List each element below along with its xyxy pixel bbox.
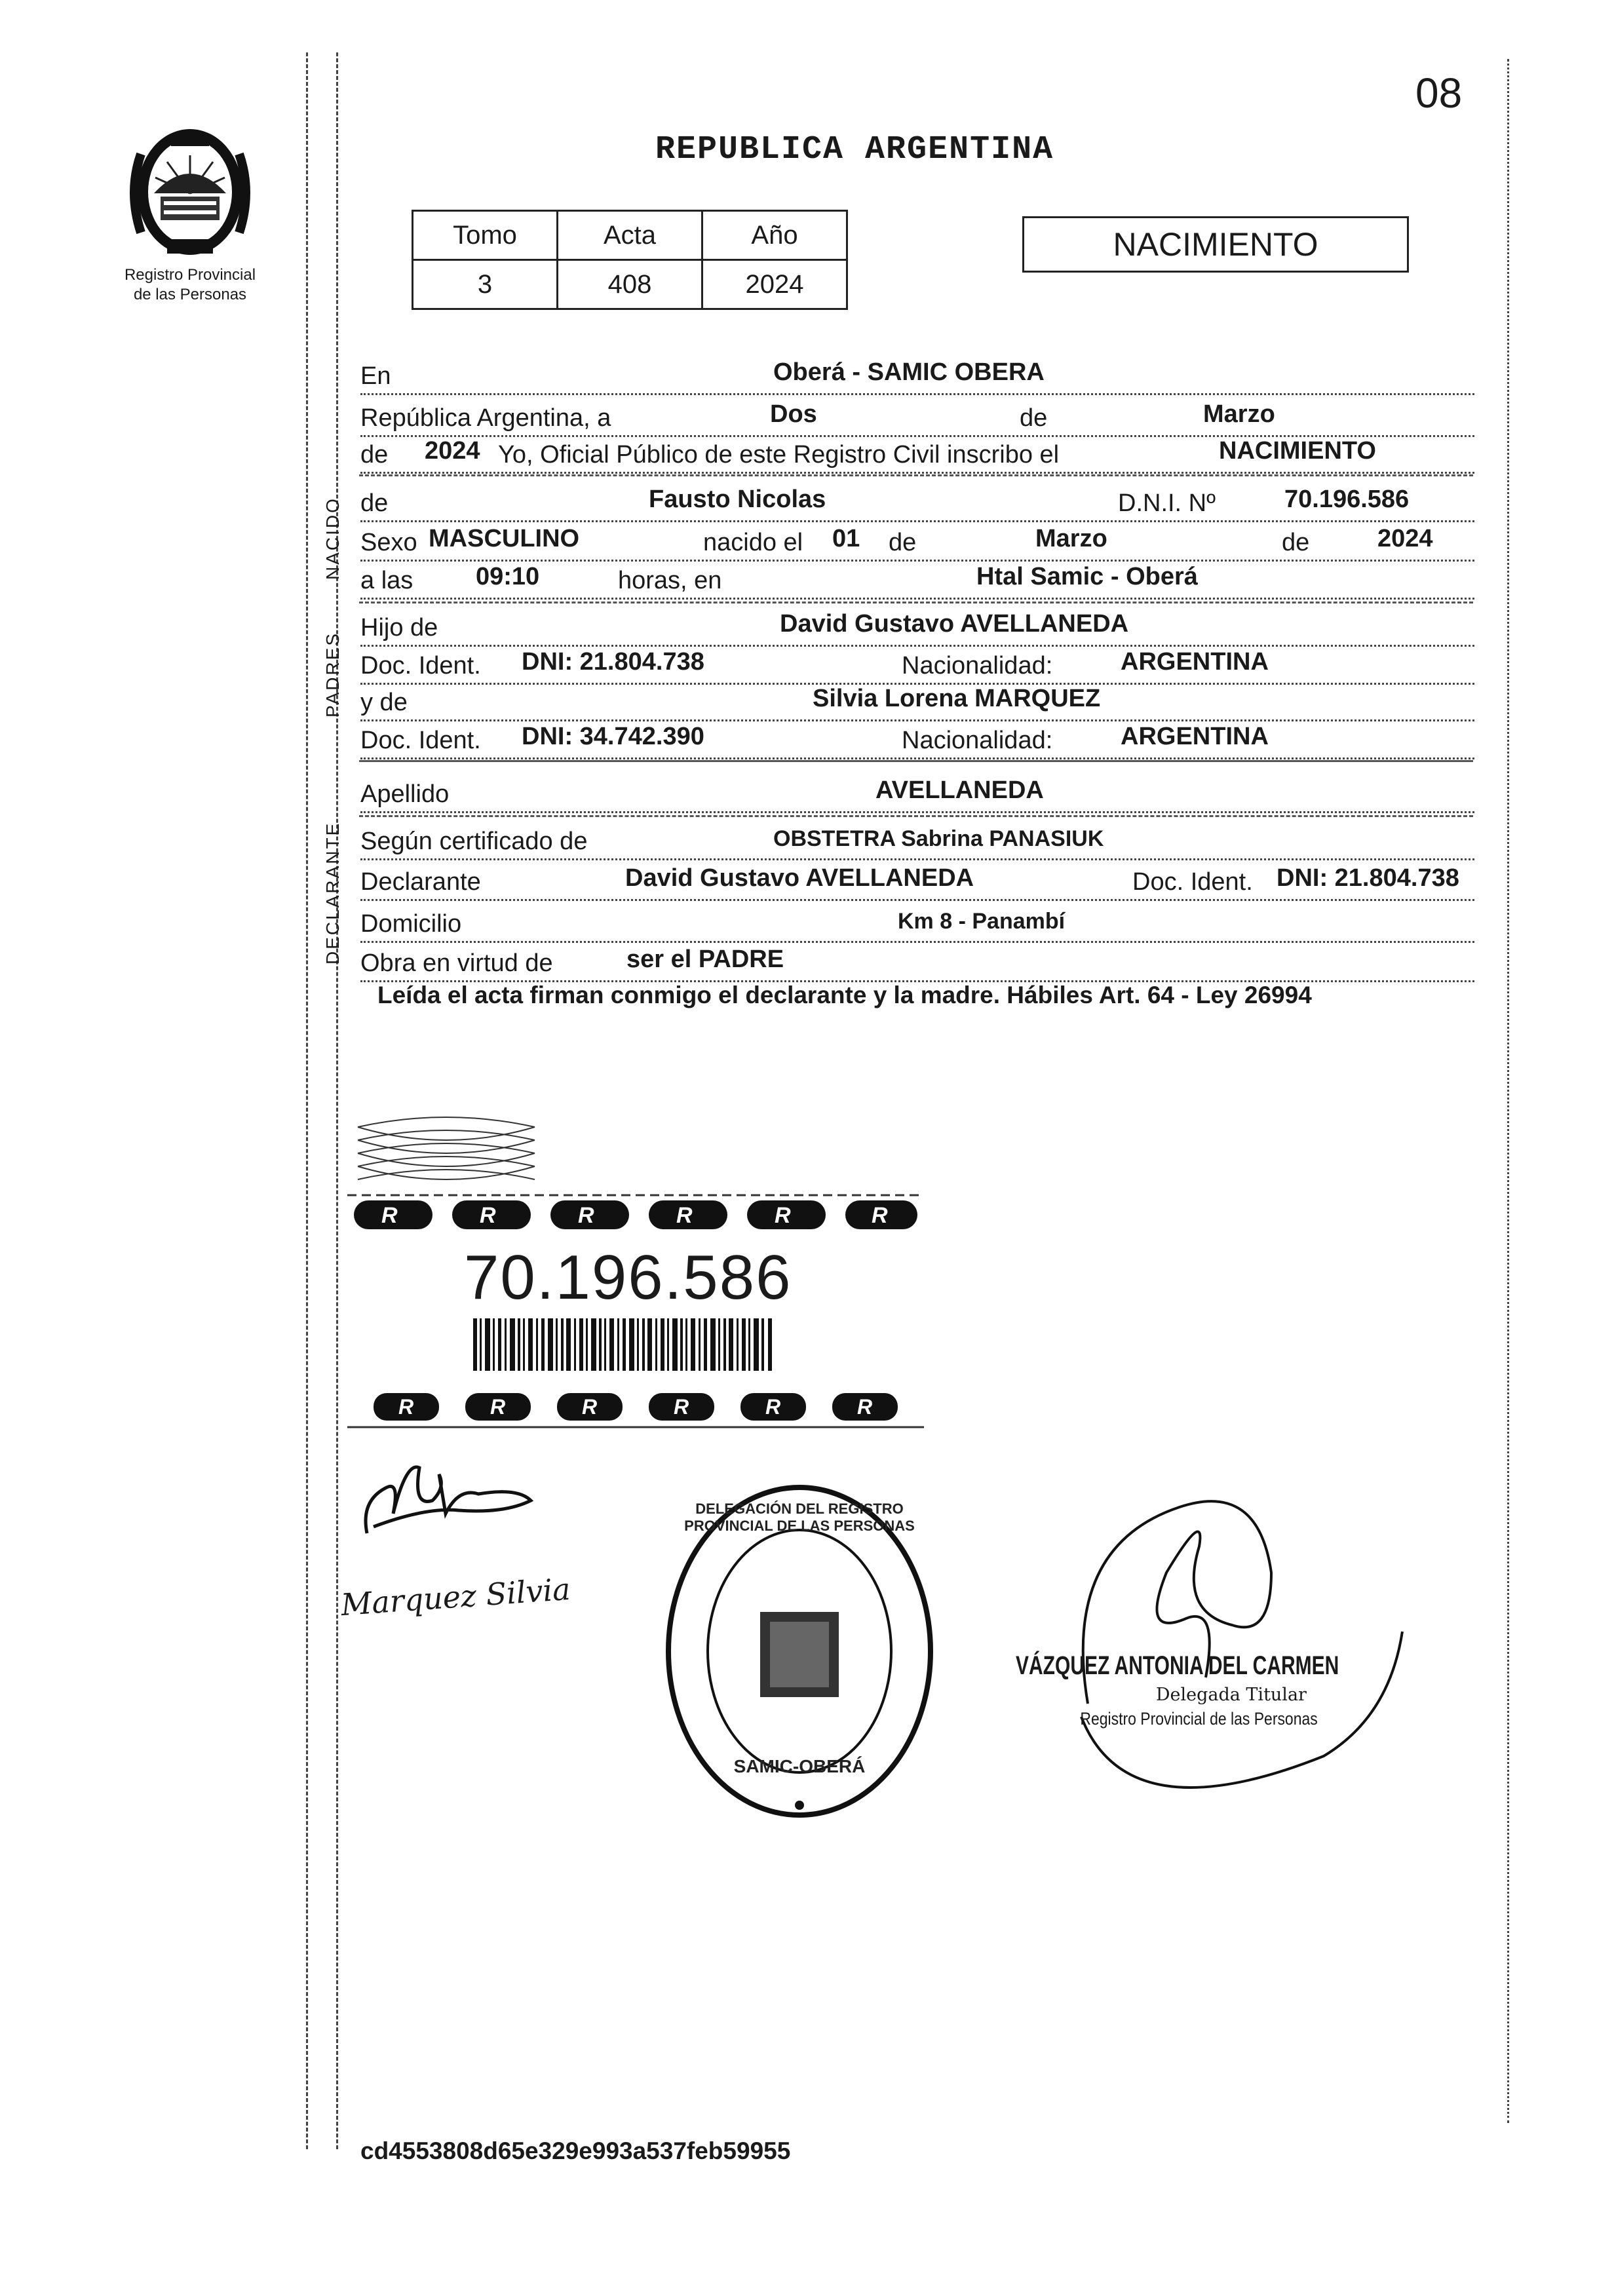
- margin-line-left: [306, 52, 308, 2149]
- mother-doc-label: Doc. Ident.: [360, 727, 485, 755]
- dni-label: D.N.I. Nº: [1118, 489, 1220, 518]
- en-value: Oberá - SAMIC OBERA: [773, 358, 1045, 386]
- dni-number-large: 70.196.586: [464, 1242, 792, 1312]
- section-label-declarante: DECLARANTE: [322, 821, 343, 965]
- declarante-doc-label: Doc. Ident.: [1132, 868, 1257, 896]
- svg-text:R: R: [676, 1203, 693, 1228]
- note-text: Leída el acta firman conmigo el declarante y la madre. Hábiles Art. 64 - Ley 26994: [377, 982, 1312, 1008]
- acta-header-acta: Acta: [558, 211, 702, 260]
- acta-value-tomo: 3: [413, 260, 558, 309]
- line-declarante: [360, 856, 1474, 901]
- dni-value: 70.196.586: [1284, 486, 1410, 513]
- page-number: 08: [1415, 69, 1463, 117]
- y-de-label: y de: [360, 689, 412, 717]
- svg-text:R: R: [775, 1203, 791, 1228]
- provincia-de-misiones-emblem-icon: [115, 115, 265, 265]
- record-type-box: NACIMIENTO: [1022, 216, 1409, 273]
- declarante-doc: DNI: 21.804.738: [1277, 864, 1459, 892]
- margin-line-outer: [1507, 59, 1509, 2123]
- month-value: Marzo: [1203, 400, 1275, 428]
- svg-text:R: R: [381, 1203, 398, 1228]
- father-nat-label: Nacionalidad:: [902, 652, 1056, 680]
- signature-madre-text: Marquez Silvia: [339, 1571, 572, 1623]
- birth-month: Marzo: [1035, 525, 1107, 552]
- birth-year: 2024: [1377, 525, 1433, 552]
- line-apellido: [360, 768, 1474, 813]
- seal-text-bottom-label: SAMIC-OBERÁ: [733, 1756, 866, 1776]
- svg-text:R: R: [765, 1395, 781, 1419]
- obra-label: Obra en virtud de: [360, 949, 557, 978]
- delegate-name: VÁZQUEZ ANTONIA DEL CARMEN: [1016, 1651, 1339, 1680]
- signature-declarante-icon: [347, 1448, 557, 1550]
- domicilio-value: Km 8 - Panambí: [898, 909, 1066, 934]
- document-hash: cd4553808d65e329e993a537feb59955: [360, 2137, 791, 2164]
- registro-r-watermark-lower-icon: [347, 1389, 924, 1434]
- delegate-org: Registro Provincial de las Personas: [1080, 1709, 1318, 1729]
- acta-header-tomo: Tomo: [413, 211, 558, 260]
- line-oficial: [360, 429, 1474, 474]
- svg-text:R: R: [490, 1395, 506, 1419]
- security-pattern-icon: [351, 1114, 541, 1196]
- mother-name: Silvia Lorena MARQUEZ: [813, 685, 1101, 712]
- emblem-caption-line-2: de las Personas: [133, 286, 247, 303]
- svg-text:R: R: [582, 1395, 598, 1419]
- signature-madre: [340, 1571, 572, 1622]
- declarante-value: David Gustavo AVELLANEDA: [625, 864, 974, 892]
- father-nat: ARGENTINA: [1121, 648, 1269, 676]
- oficial-text: Yo, Oficial Público de este Registro Civil inscribo el: [498, 441, 1063, 469]
- record-value: NACIMIENTO: [1219, 437, 1376, 465]
- father-name: David Gustavo AVELLANEDA: [780, 610, 1129, 638]
- apellido-value: AVELLANEDA: [875, 776, 1044, 804]
- line-name: [360, 477, 1474, 522]
- section-label-padres: PADRES: [322, 631, 343, 718]
- birth-de-label-2: de: [1282, 529, 1313, 557]
- registro-r-watermark-icon: [347, 1193, 924, 1235]
- country-title: REPUBLICA ARGENTINA: [655, 131, 1054, 168]
- line-domicilio: [360, 898, 1474, 943]
- svg-text:R: R: [578, 1203, 594, 1228]
- line-en: [360, 350, 1474, 395]
- father-doc-label: Doc. Ident.: [360, 652, 485, 680]
- divider-padres-bottom: [359, 760, 1473, 762]
- father-doc: DNI: 21.804.738: [522, 648, 704, 676]
- day-value: Dos: [770, 400, 817, 428]
- seal-text-top-label: DELEGACIÓN DEL REGISTRO PROVINCIAL DE LAS PERSONAS: [684, 1501, 915, 1534]
- declarante-label: Declarante: [360, 868, 485, 896]
- de-label: de: [1020, 404, 1051, 432]
- mother-nat-label: Nacionalidad:: [902, 727, 1056, 755]
- birth-de-label: de: [889, 529, 920, 557]
- sexo-label: Sexo: [360, 529, 421, 557]
- acta-value-ano: 2024: [702, 260, 847, 309]
- svg-text:R: R: [857, 1395, 873, 1419]
- signature-delegada-icon: [1048, 1468, 1415, 1812]
- line-certificado: [360, 815, 1474, 860]
- certificado-label: Según certificado de: [360, 828, 591, 856]
- domicilio-label: Domicilio: [360, 910, 465, 938]
- svg-text:R: R: [872, 1203, 888, 1228]
- seal-text-top: [675, 1501, 924, 1535]
- republica-label: República Argentina, a: [360, 404, 615, 432]
- year-value: 2024: [425, 437, 480, 465]
- nacido-label: nacido el: [703, 529, 807, 557]
- seal-text-bottom: [721, 1756, 878, 1777]
- section-label-nacido: NACIDO: [322, 497, 343, 580]
- acta-table: [412, 210, 848, 310]
- emblem-caption: [85, 265, 295, 305]
- acta-value-acta: 408: [558, 260, 702, 309]
- divider-nacido-top: [359, 474, 1473, 476]
- a-las-label: a las: [360, 567, 417, 595]
- birth-day: 01: [832, 525, 860, 552]
- horas-label: horas, en: [618, 567, 725, 595]
- svg-text:R: R: [674, 1395, 689, 1419]
- time-value: 09:10: [476, 563, 540, 590]
- svg-text:R: R: [398, 1395, 414, 1419]
- sexo-value: MASCULINO: [429, 525, 580, 552]
- delegate-role: Delegada Titular: [1155, 1685, 1307, 1705]
- barcode-icon: [473, 1318, 775, 1374]
- place-value: Htal Samic - Oberá: [976, 563, 1198, 590]
- certificado-value: OBSTETRA Sabrina PANASIUK: [773, 826, 1104, 851]
- line-obra: [360, 937, 1474, 982]
- emblem-caption-line-1: Registro Provincial: [124, 266, 256, 284]
- de-label-2: de: [360, 441, 392, 469]
- mother-nat: ARGENTINA: [1121, 723, 1269, 750]
- hijo-label: Hijo de: [360, 614, 442, 642]
- en-label: En: [360, 362, 394, 391]
- obra-value: ser el PADRE: [626, 946, 784, 973]
- svg-text:R: R: [480, 1203, 496, 1228]
- name-value: Fausto Nicolas: [649, 486, 826, 513]
- mother-doc: DNI: 34.742.390: [522, 723, 704, 750]
- line-mother-doc: [360, 714, 1474, 759]
- acta-header-ano: Año: [702, 211, 847, 260]
- name-de-label: de: [360, 489, 392, 518]
- line-hora: [360, 554, 1474, 600]
- delegate-block: [1016, 1651, 1447, 1729]
- apellido-label: Apellido: [360, 780, 453, 809]
- margin-line-right: [336, 52, 338, 2149]
